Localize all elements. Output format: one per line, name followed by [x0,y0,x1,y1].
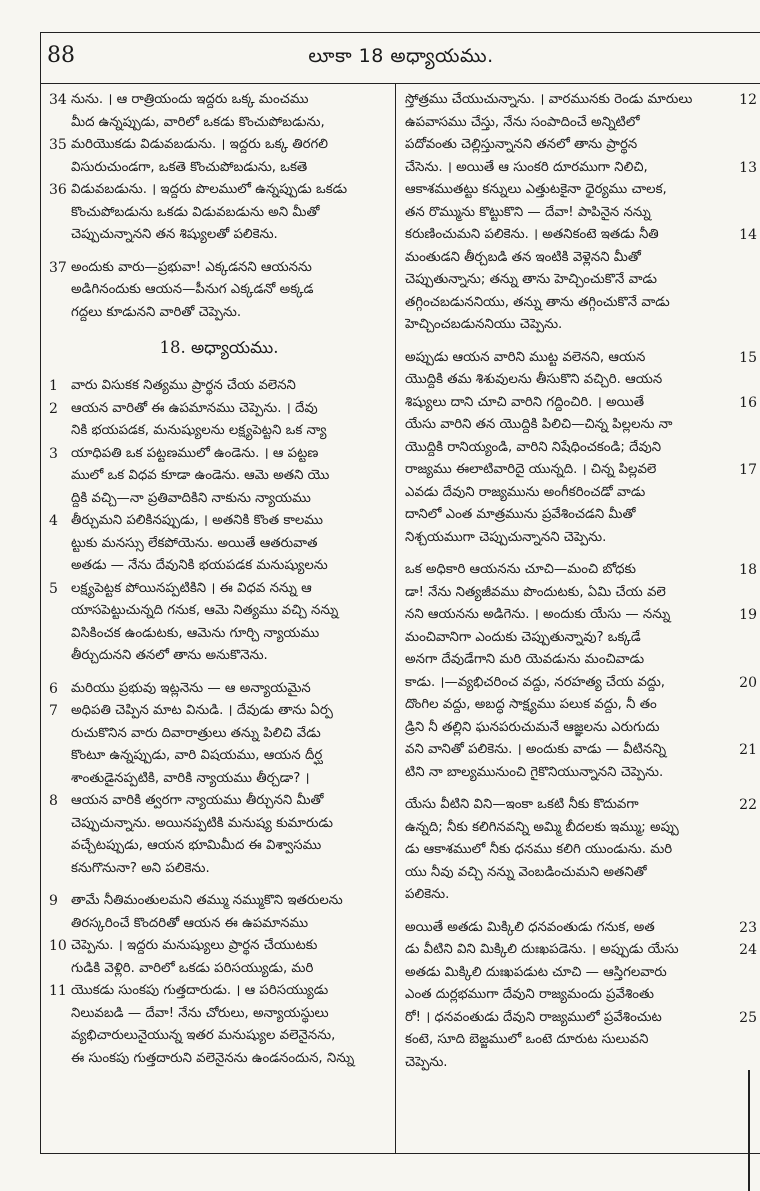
verse-number: 10 [49,938,67,954]
text-line [49,555,389,578]
running-head: లూకా 18 అధ్యాయము. [308,45,494,67]
verse-text: అడిగినందుకు ఆయన—పీనుగ ఎక్కడనో అక్కడ [71,282,314,297]
verse-text: యాధిపతి ఒక పట్టణములో ఉండెను. । ఆ పట్టణ [71,445,319,461]
text-line [49,890,389,913]
verse-text: తన రొమ్మును కొట్టుకొని — దేవా! పాపినైన నన్ను [405,204,651,220]
verse-number: 12 [739,92,757,108]
verse-number: 37 [49,259,67,276]
verse-text: యేసు వీటిని విని—ఇంకా ఒకటి నీకు కొదువగా [405,797,639,812]
verse-text: చెప్పెను. [405,1054,448,1070]
text-line [49,1025,389,1048]
text-line [49,302,389,325]
verse-text: విసురుచుండగా, ఒకతె కొంచుపోబడును, ఒకతె [71,159,308,175]
verse-text: మరియు ప్రభువు ఇట్లనెను — ఆ అన్యాయమైన [71,680,311,696]
verse-text: హెచ్చించబడుననియు చెప్పెను. [405,317,563,332]
verse-number: 36 [49,182,67,198]
verse-text: అప్పుడు ఆయన వారిని ముట్ట వలెనని, ఆయన [405,349,646,365]
text-line [405,739,757,762]
text-line [405,582,757,605]
verse-text: తీర్చుమని పలికినప్పుడు, । అతనికి కొంత కాలము [71,513,323,528]
verse-text: వారు విసుకక నిత్యము ప్రార్థన చేయ వలెనని [71,378,296,393]
text-line [405,437,757,460]
verse-text: డా! నేను నిత్యజీవము పొందుటకు, ఏమి చేయ వలె [405,584,666,600]
verse-text: శాంతుడైనప్పటికి, వారికి న్యాయము తీర్చడా? । [71,770,310,786]
verse-number: 20 [739,674,757,691]
verse-text: దొంగిల వద్దు, అబద్ధ సాక్ష్యము పలుక వద్దు, నీ తం [405,697,657,712]
text-line [49,89,389,112]
text-line [405,392,757,415]
text-line [49,533,389,556]
verse-number: 2 [49,400,58,417]
verse-number: 14 [739,227,757,243]
verse-text: ఆకాశముతట్టు కన్నులు ఎత్తుటకైనా ధైర్యము చాలక, [405,182,667,197]
text-line [405,134,757,157]
verse-text: కొంటూ ఉన్నప్పుడు, వారి విషయము, ఆయన దీర్ఘ [71,748,323,763]
text-line [49,279,389,302]
paragraph [405,89,757,337]
text-line [49,179,389,202]
text-line [405,817,757,840]
verse-text: విడువబడును. । ఇద్దరు పొలములో ఉన్నప్పుడు ఒకడు [71,182,348,197]
verse-text: నిశ్చయముగా చెప్పుచున్నానని చెప్పెను. [405,529,607,545]
verse-text: చేసెను. । అయితే ఆ సుంకరి దూరముగా నిలిచి, [405,159,648,175]
text-line [405,157,757,180]
text-line [405,794,757,817]
text-line [405,459,757,482]
verse-text: వ్యభిచారులునైయున్న ఇతర మనుష్యుల వలెనైనను, [71,1028,336,1043]
text-line [49,202,389,225]
verse-number: 4 [49,513,58,529]
verse-number: 23 [739,919,757,936]
text-line [49,1003,389,1026]
verse-text: రాజ్యము ఈలాటివారిదై యున్నది. । చిన్న పిల్లవలె [405,462,657,477]
scripture-page [40,32,760,1154]
verse-text: ములో ఒక విధవ కూడా ఉండెను. ఆమె అతని యొ [71,468,330,483]
text-line [405,672,757,695]
paragraph [405,559,757,784]
verse-text: రో! । ధనవంతుడు దేవుని రాజ్యములో ప్రవేశించుట [405,1009,662,1025]
verse-text: గుడికి వెళ్లిరి. వారిలో ఒకడు పరిసయ్యుడు, మరి [71,960,314,976]
verse-text: అతడు — నేను దేవునికి భయపడక మనుష్యులను [71,558,328,573]
verse-number: 9 [49,893,58,909]
verse-number: 8 [49,793,58,809]
verse-text: డు ఆకాశములో నీకు ధనము కలిగి యుండును. మరి [405,842,673,857]
verse-text: నిలువబడి — దేవా! నేను చోరులు, అన్యాయస్థులు [71,1005,329,1021]
verse-text: దానిలో ఎంత మాత్రమును ప్రవేశించడని మీతో [405,507,636,522]
text-line [49,488,389,511]
text-line [405,269,757,292]
text-line [49,678,389,701]
verse-text: యేసు వారిని తన యొద్దికి పిలిచి—చిన్న పిల్లలను నా [405,417,673,432]
verse-number: 25 [739,1009,757,1026]
verse-number: 17 [739,462,757,478]
verse-text: ఉన్నది; నీకు కలిగినవన్ని అమ్మి బీదలకు ఇమ్ము; అప్పు [405,819,679,835]
text-line [405,314,757,337]
text-line [49,157,389,180]
verse-text: అతడు మిక్కిలి దుఃఖపడుట చూచి — ఆస్తిగలవారు [405,964,667,980]
text-line [405,414,757,437]
verse-text: తిరస్కరించే కొందరితో ఆయన ఈ ఉపమానము [71,915,309,931]
verse-number: 13 [739,159,757,176]
verse-text: ఎంత దుర్లభముగా దేవుని రాజ్యమందు ప్రవేశింతు [405,987,654,1002]
text-line [405,224,757,247]
verse-text: నని ఆయనను అడిగెను. । అందుకు యేసు — నన్ను [405,607,671,622]
verse-text: అధిపతి చెప్పిన మాట వినుడి. । దేవుడు తాను ఏర్ప [71,703,333,718]
text-line [49,375,389,398]
text-line [405,559,757,582]
verse-text: మరియొకడు విడువబడును. । ఇద్దరు ఒక్క తిరగలి [71,137,329,152]
text-line [49,134,389,157]
text-line [405,1007,757,1030]
verse-text: ఎవడు దేవుని రాజ్యమును అంగీకరించడో వాడు [405,484,646,500]
text-line [49,578,389,601]
text-line [405,527,757,550]
text-line [405,1029,757,1052]
text-line [49,768,389,791]
paragraph [405,917,757,1075]
text-line [49,645,389,668]
text-line [49,723,389,746]
verse-text: డు వీటిని విని మిక్కిలి దుఃఖపడెను. । అప్పుడు యేసు [405,942,679,957]
verse-text: కరుణించుమని పలికెను. । అతనికంటె ఇతడు నీతి [405,227,659,242]
text-line [405,504,757,527]
verse-number: 22 [739,797,757,813]
verse-text: అయితే అతడు మిక్కిలి ధనవంతుడు గనుక, అత [405,919,655,935]
text-line [405,247,757,270]
text-line [405,939,757,962]
text-line [405,347,757,370]
verse-text: యొద్దికి రానియ్యండి, వారిని నిషేధించకండి; దేవుని [405,439,662,455]
paragraph [49,678,389,881]
text-line [49,623,389,646]
verse-text: చెప్పుచున్నానని తన శిష్యులతో పలికెను. [71,227,278,242]
verse-text: తగ్గించబడుననియు, తన్ను తాను తగ్గించుకొనే వాడు [405,294,670,310]
text-line [405,862,757,885]
text-line [405,884,757,907]
left-paragraphs-before [49,89,389,324]
text-line [405,112,757,135]
verse-text: మీద ఉన్నప్పుడు, వారిలో ఒకడు కొంచుపోబడును, [71,114,325,130]
text-line [49,858,389,881]
text-line [405,839,757,862]
verse-number: 11 [49,983,67,999]
verse-number: 18 [739,562,757,578]
verse-text: వచ్చేటప్పుడు, ఆయన భూమిమీద ఈ విశ్వాసము [71,838,322,853]
text-line [49,443,389,466]
verse-text: డ్రిని నీ తల్లిని ఘనపరుచుమనే ఆజ్ఞలను ఎరుగుదు [405,719,660,735]
verse-text: చెప్పెను. । ఇద్దరు మనుష్యులు ప్రార్థన చేయుటకు [71,938,318,953]
text-line [49,224,389,247]
text-line [49,257,389,280]
verse-number: 21 [739,742,757,758]
verse-text: గద్దలు కూడునని వారితో చెప్పెను. [71,304,242,320]
text-line [405,694,757,717]
verse-text: శిష్యులు దాని చూచి వారిని గద్దించిరి. । అయితే [405,394,645,410]
verse-text: టిని నా బాల్యమునుంచి గైకొనియున్నానని చెప్పెను. [405,764,664,780]
verse-text: నును. । ఆ రాత్రియందు ఇద్దరు ఒక్క మంచము [71,92,309,107]
verse-text: ఉపవాసము చేస్తు, నేను సంపాదించే అన్నిటిలో [405,114,640,130]
verse-text: విసికించక ఉండుటకు, ఆమెను గూర్చి న్యాయము [71,625,320,641]
text-line [405,627,757,650]
verse-number: 24 [739,942,757,958]
verse-number: 5 [49,580,58,597]
verse-number: 7 [49,703,58,719]
verse-number: 34 [49,92,67,108]
verse-text: మంచివానిగా ఎందుకు చెప్పుతున్నావు? ఒక్కడే [405,629,641,645]
verse-text: రుచుకొనిన వారు దివారాత్రులు తన్ను పిలిచి వేడు [71,725,321,741]
text-line [405,1052,757,1075]
verse-text: తామే నీతిమంతులమని తమ్ము నమ్ముకొని ఇతరులను [71,893,343,908]
text-line [49,398,389,421]
text-line [405,984,757,1007]
verse-text: ఆయన వారితో ఈ ఉపమానము చెప్పెను. । దేవు [71,400,318,416]
paragraph [49,890,389,1070]
text-line [49,935,389,958]
text-line [405,202,757,225]
text-line [405,649,757,672]
paragraph [405,347,757,550]
verse-number: 19 [739,607,757,623]
paragraph [49,257,389,325]
verse-number: 35 [49,137,67,153]
text-line [49,790,389,813]
verse-text: యొకడు సుంకపు గుత్తదారుడు. । ఆ పరిసయ్యుడు [71,983,329,998]
text-line [49,700,389,723]
text-line [405,292,757,315]
text-line [405,179,757,202]
verse-text: యు నీవు వచ్చి నన్ను వెంబడించుమని అతనితో [405,864,647,880]
verse-text: తీర్చుదునని తనలో తాను అనుకొనెను. [71,648,268,663]
verse-number: 1 [49,378,58,394]
verse-text: పదోవంతు చెల్లిస్తున్నానని తనలో తాను ప్రార్థన [405,137,638,152]
verse-text: కొంచుపోబడును ఒకడు విడువబడును అని మీతో [71,204,320,220]
verse-text: యొద్దికి తమ శిశువులను తీసుకొని వచ్చిరి. ఆయన [405,372,663,387]
verse-text: చెప్పుతున్నాను; తన్ను తాను హెచ్చించుకొనే వాడు [405,272,657,287]
verse-text: వని వానితో పలికెను. । అందుకు వాడు — వీటినన్ని [405,742,667,757]
verse-text: ఒక అధికారి ఆయనను చూచి—మంచి బోధకు [405,562,637,577]
text-line [49,510,389,533]
verse-number: 3 [49,445,58,462]
page-number: 88 [47,43,75,68]
verse-text: చెప్పుచున్నాను. అయినప్పటికి మనుష్య కుమారుడు [71,815,333,831]
verse-text: ట్టుకు మనస్సు లేకపోయెను. అయితే ఆతరువాత [71,535,318,551]
text-line [49,1048,389,1071]
paragraph [405,794,757,907]
text-line [405,717,757,740]
verse-text: మంతుడని తీర్చబడి తన ఇంటికి వెళ్లెనని మీతో [405,249,641,265]
right-paragraphs [405,89,757,1074]
verse-number: 15 [739,349,757,366]
verse-text: యాసపెట్టుచున్నది గనుక, ఆమె నిత్యము వచ్చి నన్ను [71,603,339,618]
page-edge-mark [748,1070,760,1191]
right-column [397,83,760,1153]
verse-text: ఈ సుంకపు గుత్తదారుని వలెనైనను ఉండనందున, నిన్ను [71,1050,355,1066]
text-line [405,917,757,940]
verse-text: ఆయన వారికి త్వరగా న్యాయము తీర్చునని మీతో [71,793,324,808]
verse-text: అనగా దేవుడేగాని మరి యెవడును మంచివాడు [405,652,645,667]
verse-text: ద్దికి వచ్చి—నా ప్రతివాదికిని నాకును న్యాయము [71,490,311,506]
text-line [49,745,389,768]
text-line [49,600,389,623]
text-line [405,962,757,985]
text-line [49,913,389,936]
chapter-heading: 18. అధ్యాయము. [159,338,279,357]
verse-text: స్తోత్రము చేయుచున్నాను. । వారమునకు రెండు మారులు [405,92,693,107]
verse-number: 16 [739,394,757,411]
verse-text: కాడు. ।—వ్యభిచరించ వద్దు, నరహత్య చేయ వద్దు, [405,674,666,690]
text-line [49,112,389,135]
verse-text: పలికెను. [405,887,450,902]
page-header [41,33,760,84]
text-line [49,980,389,1003]
paragraph [49,375,389,668]
verse-number: 6 [49,680,58,697]
text-line [49,813,389,836]
text-line [405,604,757,627]
verse-text: కంటె, సూది బెజ్జములో ఒంటె దూరుట సులువని [405,1032,649,1047]
verse-text: లక్ష్యపెట్టక పోయినప్పటికిని । ఈ విధవ నన్ను ఆ [71,580,312,596]
text-line [49,958,389,981]
text-line [49,465,389,488]
text-line [49,835,389,858]
verse-text: అందుకు వారు—ప్రభువా! ఎక్కడనని ఆయనను [71,259,312,275]
text-line [405,482,757,505]
verse-text: నికి భయపడక, మనుష్యులను లక్ష్యపెట్టని ఒక న్యా [71,423,327,438]
text-line [405,89,757,112]
text-line [49,420,389,443]
text-line [405,762,757,785]
verse-text: కనుగొనునా? అని పలికెను. [71,860,210,876]
paragraph [49,89,389,247]
text-line [405,369,757,392]
left-paragraphs-after [49,375,389,1070]
left-column [41,83,396,1153]
